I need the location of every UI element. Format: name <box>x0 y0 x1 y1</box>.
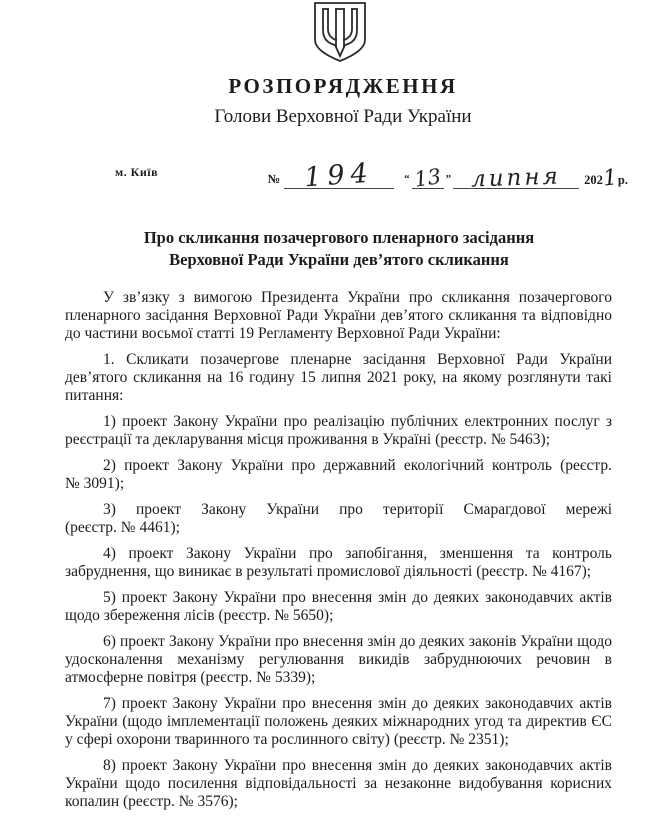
quote-open: “ <box>404 173 410 185</box>
paragraph-subitem-7: 7) проект Закону України про внесення змін до деяких законодавчих актів України (щодо імплементації положень деяких міжнародних угод та директив ЄС у сфері охорони тваринного та рослинного світу) (реєстр. № 2351); <box>65 695 612 748</box>
paragraph-subitem-1: 1) проект Закону України про реалізацію публічних електронних послуг з реєстрації та декларування місця проживання в Україні (реєстр. № 5463); <box>65 413 612 448</box>
document-title <box>14 227 650 271</box>
document-title-line1: Про скликання позачергового пленарного засідання <box>143 228 535 247</box>
day-blank-line <box>412 154 444 192</box>
place-label: м. Київ <box>115 165 159 179</box>
quote-close: ” <box>445 173 452 185</box>
paragraph-item-1: 1. Скликати позачергове пленарне засідання Верховної Ради України дев’ятого скликання на 16 годину 15 липня 2021 року, на якому розглянути такі питання: <box>65 351 612 404</box>
number-label: № <box>267 172 281 186</box>
handwritten-number: 194 <box>303 157 376 194</box>
emblem-container <box>0 0 650 62</box>
paragraph-subitem-5: 5) проект Закону України про внесення змін до деяких законодавчих актів щодо збереження лісів (реєстр. № 5650); <box>65 589 612 624</box>
paragraph-subitem-4: 4) проект Закону України про запобігання, зменшення та контроль забруднення, що виникає в результаті промислової діяльності (реєстр. № 4167); <box>65 545 612 580</box>
paragraph-subitem-3: 3) проект Закону України про території Смарагдової мережі (реєстр. № 4461); <box>65 501 612 536</box>
number-date-group <box>267 154 628 194</box>
document-type-heading: РОЗПОРЯДЖЕННЯ <box>228 74 458 98</box>
paragraph-intro: У зв’язку з вимогою Президента України про скликання позачергового пленарного засідання Верховної Ради України дев’ятого скликання та відповідно до частини восьмої статті 19 Регламенту Верховної Ради України: <box>65 289 612 342</box>
number-blank-line <box>284 154 394 194</box>
year-suffix: р. <box>617 173 628 187</box>
document-body <box>65 289 612 811</box>
paragraph-subitem-8: 8) проект Закону України про внесення змін до деяких законодавчих актів України щодо посилення відповідальності за незаконне видобування корисних копалин (реєстр. № 3576); <box>65 757 612 810</box>
paragraph-subitem-6: 6) проект Закону України про внесення змін до деяких законів України щодо удосконалення механізму регулювання викидів забруднюючих речовин в атмосферне повітря (реєстр. № 5339); <box>65 633 612 686</box>
handwritten-year-digit: 1 <box>601 165 619 192</box>
year-printed: 202 <box>584 173 603 187</box>
handwritten-month: липня <box>471 163 562 193</box>
issuer-subheading: Голови Верховної Ради України <box>214 106 472 127</box>
document-title-line2: Верховної Ради України дев’ятого скликання <box>169 250 509 269</box>
handwritten-day: 13 <box>413 164 443 192</box>
ukraine-trident-emblem-icon <box>308 2 372 62</box>
paragraph-subitem-2: 2) проект Закону України про державний екологічний контроль (реєстр. № 3091); <box>65 457 612 492</box>
meta-row <box>65 154 628 194</box>
month-blank-line <box>453 154 579 193</box>
